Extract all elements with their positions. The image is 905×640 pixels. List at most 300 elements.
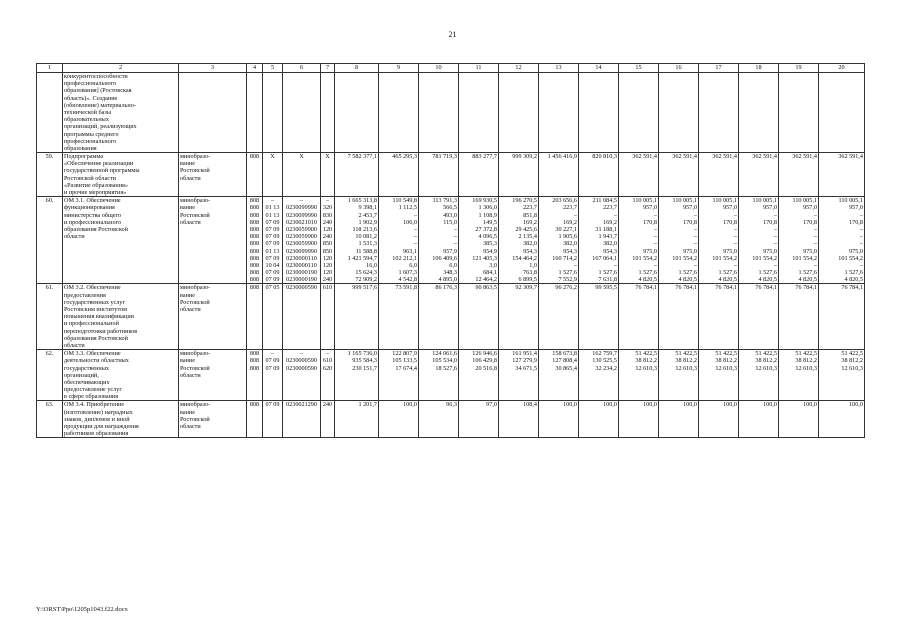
program-name-line: государственных услуг (64, 298, 126, 306)
footer-file-path: Y:\ORST\Ppo\1205p1043.f22.docx (36, 606, 128, 613)
value-cell (539, 197, 579, 284)
value-line: 963,1 (403, 247, 417, 255)
value-cell (619, 73, 659, 153)
value-line: 51 422,5 (841, 350, 863, 358)
value-line: 808 (249, 284, 260, 292)
value-line: 320 (322, 204, 333, 212)
program-name-line: область)». Создание (64, 94, 118, 102)
value-line: 348,3 (443, 269, 457, 277)
value-line: – (693, 233, 697, 241)
value-line: 1 665 313,8 (347, 197, 377, 205)
value-line: – (453, 233, 457, 241)
header-cell: 6 (283, 64, 321, 73)
value-cell (419, 73, 459, 153)
value-cell (321, 73, 335, 153)
value-cell (659, 73, 699, 153)
value-line: 957,0 (683, 204, 697, 212)
value-line: 1 531,3 (358, 240, 377, 248)
value-line: 01 13 (265, 247, 280, 255)
value-line: 100,0 (563, 401, 577, 409)
value-line: 90 863,5 (475, 284, 497, 292)
value-cell (699, 284, 739, 350)
value-cell (247, 153, 263, 197)
program-name-line: переподготовки работников (64, 327, 138, 335)
value-line: – (733, 261, 737, 269)
value-line: 38 812,2 (795, 357, 817, 365)
value-line: 999 517,6 (352, 284, 377, 292)
value-cell (459, 350, 499, 401)
value-line: 957,0 (643, 204, 657, 212)
value-line: 0230000110 (286, 254, 317, 262)
executor-line: области (180, 371, 201, 379)
value-line: 382,0 (563, 240, 577, 248)
value-line: 999 309,2 (512, 153, 537, 161)
value-line: – (573, 261, 577, 269)
value-line: 76 784,1 (755, 284, 777, 292)
header-cell: 16 (659, 64, 699, 73)
value-line: 120 (322, 269, 333, 277)
value-cell (779, 73, 819, 153)
program-name-line: обеспечивающих (64, 378, 110, 386)
value-line: 954,3 (523, 247, 537, 255)
value-line: 223,7 (603, 204, 617, 212)
value-line: 6,0 (409, 261, 417, 269)
value-cell (699, 73, 739, 153)
value-line: 07 09 (265, 364, 280, 372)
executor-name (179, 153, 247, 197)
value-line: 493,0 (443, 211, 457, 219)
value-line: 10 04 (265, 261, 280, 269)
value-line: 86 176,3 (435, 284, 457, 292)
value-line: – (653, 261, 657, 269)
value-line: 883 277,7 (472, 153, 497, 161)
value-line: 130 525,5 (592, 357, 617, 365)
value-line: – (693, 225, 697, 233)
value-cell (739, 401, 779, 438)
program-name-line: ОМ 3.1. Обеспечение (64, 197, 121, 205)
program-name-line: образования (64, 144, 97, 152)
value-cell (335, 153, 379, 197)
program-name (63, 73, 179, 153)
value-cell (321, 197, 335, 284)
value-cell (579, 73, 619, 153)
value-line: 108,4 (523, 401, 537, 409)
value-line: 31 188,1 (595, 225, 617, 233)
value-line: 808 (249, 204, 260, 212)
executor-line: минобразо- (180, 197, 211, 205)
value-line: 684,1 (483, 269, 497, 277)
value-line: 110 005,1 (752, 197, 777, 205)
value-line: – (859, 225, 863, 233)
value-line: – (653, 240, 657, 248)
program-name (63, 350, 179, 401)
value-line: 12 610,3 (755, 364, 777, 372)
value-line: 51 422,5 (755, 350, 777, 358)
program-name-line: (обновление) материально- (64, 101, 136, 109)
value-line: 362 591,4 (712, 153, 737, 161)
value-line: 4 895,0 (438, 276, 457, 284)
value-line: 07 05 (265, 284, 280, 292)
value-line: 38 812,2 (755, 357, 777, 365)
value-line: 1 112,5 (398, 204, 417, 212)
program-name (63, 401, 179, 438)
value-line: 12 464,2 (475, 276, 497, 284)
value-line: – (653, 233, 657, 241)
value-line: – (413, 211, 417, 219)
value-line: – (773, 225, 777, 233)
value-line: 30 227,1 (555, 225, 577, 233)
program-name-line: знаков, дипломов и иной (64, 415, 130, 423)
value-line: Х (270, 153, 275, 161)
value-line: 1 902,9 (358, 218, 377, 226)
value-line: 808 (249, 218, 260, 226)
value-cell (739, 153, 779, 197)
value-line: 51 422,5 (715, 350, 737, 358)
executor-line: минобразо- (180, 350, 211, 358)
value-line: 1,0 (529, 261, 537, 269)
value-line: 4 542,8 (398, 276, 417, 284)
value-line: – (859, 261, 863, 269)
value-line: 610 (322, 357, 333, 365)
value-line: 223,7 (563, 204, 577, 212)
value-line: 4 820,5 (798, 276, 817, 284)
value-line: 1 306,0 (478, 204, 497, 212)
value-line: 105 534,0 (432, 357, 457, 365)
value-line: 73 591,8 (395, 284, 417, 292)
value-line: 0230000590 (286, 284, 317, 292)
value-line: 1 527,6 (718, 269, 737, 277)
header-cell: 19 (779, 64, 819, 73)
value-cell (321, 284, 335, 350)
program-name-line: «Обеспечение реализации (64, 160, 134, 168)
executor-line: вание (180, 291, 195, 299)
value-line: 935 584,3 (352, 357, 377, 365)
value-cell (379, 350, 419, 401)
value-cell (499, 350, 539, 401)
value-line: 1 607,3 (398, 269, 417, 277)
value-line: – (813, 211, 817, 219)
value-line: 0230059900 (286, 233, 317, 241)
value-line: 808 (249, 240, 260, 248)
value-cell (335, 350, 379, 401)
value-cell (263, 73, 283, 153)
row-number (37, 73, 63, 153)
header-cell: 5 (263, 64, 283, 73)
value-line: 1 527,6 (758, 269, 777, 277)
value-cell (379, 197, 419, 284)
value-line: 362 591,4 (838, 153, 863, 161)
program-name-line: образования] (Ростовская (64, 87, 132, 95)
value-line: – (733, 240, 737, 248)
header-cell: 3 (179, 64, 247, 73)
header-cell: 18 (739, 64, 779, 73)
value-line: 07 09 (265, 240, 280, 248)
program-name (63, 153, 179, 197)
program-name-line: конкурентоспособности (64, 73, 128, 80)
value-line: – (859, 211, 863, 219)
value-cell (819, 73, 865, 153)
value-line: 07 09 (265, 401, 280, 409)
program-name-line: области (64, 233, 85, 241)
value-line: – (813, 261, 817, 269)
value-line: 362 591,4 (792, 153, 817, 161)
executor-line: минобразо- (180, 153, 211, 161)
value-line: 808 (249, 153, 260, 161)
value-cell (819, 284, 865, 350)
value-line: 07 09 (265, 218, 280, 226)
value-line: 362 591,4 (672, 153, 697, 161)
executor-line: Ростовской (180, 415, 210, 423)
program-name-line: работников образования (64, 430, 129, 438)
row-number: 62. (37, 350, 63, 401)
value-cell (335, 401, 379, 438)
value-line: – (325, 197, 330, 205)
executor-name (179, 401, 247, 438)
value-line: – (653, 211, 657, 219)
value-line: 362 591,4 (752, 153, 777, 161)
value-line: 820 810,3 (592, 153, 617, 161)
value-line: 808 (249, 197, 260, 205)
program-name-line: и профессионального (64, 218, 122, 226)
value-cell (379, 153, 419, 197)
program-name-line: и профессиональной (64, 320, 119, 328)
program-name-line: образовательных (64, 116, 109, 124)
value-line: 4 096,5 (478, 233, 497, 241)
value-line: 169,2 (563, 218, 577, 226)
value-cell (379, 73, 419, 153)
value-cell (819, 350, 865, 401)
value-line: 01 13 (265, 211, 280, 219)
value-line: 975,0 (763, 247, 777, 255)
value-line: 16,0 (366, 261, 377, 269)
value-line: 6 899,5 (518, 276, 537, 284)
value-cell (779, 284, 819, 350)
value-cell (379, 401, 419, 438)
value-cell (699, 350, 739, 401)
value-line: 76 784,1 (675, 284, 697, 292)
value-cell (247, 350, 263, 401)
value-line: 240 (322, 276, 333, 284)
value-cell (699, 197, 739, 284)
value-line: 101 554,2 (672, 254, 697, 262)
value-line: 1 527,6 (678, 269, 697, 277)
value-line: 76 784,1 (715, 284, 737, 292)
value-line: 1 527,6 (598, 269, 617, 277)
row-number: 63. (37, 401, 63, 438)
header-cell: 1 (37, 64, 63, 73)
value-cell (263, 350, 283, 401)
value-line: 115,0 (443, 218, 457, 226)
value-cell (579, 401, 619, 438)
value-line: 76 784,1 (635, 284, 657, 292)
executor-line: минобразо- (180, 401, 211, 409)
value-line: – (270, 197, 275, 205)
program-name-line: технической базы (64, 108, 111, 116)
value-line: 850 (322, 240, 333, 248)
value-cell (619, 197, 659, 284)
value-line: 170,8 (643, 218, 657, 226)
value-line: 808 (249, 225, 260, 233)
value-line: 240 (322, 233, 333, 241)
value-cell (619, 350, 659, 401)
header-cell: 15 (619, 64, 659, 73)
value-line: 127 279,9 (512, 357, 537, 365)
program-name-line: области (64, 341, 85, 349)
value-line: 96,3 (446, 401, 457, 409)
value-line: 465 295,3 (392, 153, 417, 161)
value-line: 162 759,7 (592, 350, 617, 358)
value-line: – (573, 211, 577, 219)
program-name-line: организаций, (64, 371, 99, 379)
value-line: 100,0 (643, 401, 657, 409)
program-name-line: Ростовской области (64, 174, 116, 182)
value-cell (283, 153, 321, 197)
value-line: 110 005,1 (632, 197, 657, 205)
value-line: – (299, 197, 304, 205)
value-line: 0230000110 (286, 261, 317, 269)
value-cell (739, 350, 779, 401)
value-line: 7 552,9 (558, 276, 577, 284)
value-line: – (773, 240, 777, 248)
value-cell (699, 401, 739, 438)
value-line: – (325, 350, 330, 358)
value-line: 38 812,2 (675, 357, 697, 365)
value-line: 382,0 (523, 240, 537, 248)
value-line: 975,0 (849, 247, 863, 255)
value-line: 975,0 (683, 247, 697, 255)
value-line: 30 865,4 (555, 364, 577, 372)
value-line: 51 422,5 (795, 350, 817, 358)
value-line: 07 09 (265, 357, 280, 365)
header-cell: 20 (819, 64, 865, 73)
value-line: 1 943,7 (598, 233, 617, 241)
value-cell (335, 197, 379, 284)
value-line: 808 (249, 233, 260, 241)
value-line: 110 005,1 (712, 197, 737, 205)
header-cell: 11 (459, 64, 499, 73)
executor-line: вание (180, 357, 195, 365)
value-cell (499, 153, 539, 197)
value-line: 92 309,7 (515, 284, 537, 292)
table-row (37, 73, 865, 153)
value-cell (263, 284, 283, 350)
value-line: 169,2 (523, 218, 537, 226)
program-name-line: Подпрограмма (64, 153, 103, 161)
value-cell (263, 197, 283, 284)
value-line: 100,0 (803, 401, 817, 409)
header-cell: 4 (247, 64, 263, 73)
program-name-line: функционирования (64, 204, 115, 212)
value-cell (459, 284, 499, 350)
value-cell (579, 197, 619, 284)
value-cell (379, 284, 419, 350)
value-line: 07 09 (265, 233, 280, 241)
value-line: – (653, 225, 657, 233)
value-line: 38 812,2 (715, 357, 737, 365)
value-line: 121 405,3 (472, 254, 497, 262)
header-cell: 17 (699, 64, 739, 73)
value-line: 763,8 (523, 269, 537, 277)
value-line: 01 13 (265, 204, 280, 212)
value-line: 1 201,7 (358, 401, 377, 409)
value-line: 808 (249, 357, 260, 365)
program-name-line: ОМ 3.2. Обеспечение (64, 284, 121, 292)
value-line: 566,5 (443, 204, 457, 212)
value-line: – (859, 240, 863, 248)
header-row (37, 64, 865, 73)
value-line: 12 610,3 (795, 364, 817, 372)
value-cell (499, 284, 539, 350)
value-line: 07 09 (265, 225, 280, 233)
value-cell (539, 401, 579, 438)
value-cell (619, 284, 659, 350)
value-cell (779, 401, 819, 438)
value-cell (539, 284, 579, 350)
value-line: 2 453,7 (358, 211, 377, 219)
value-line: – (299, 350, 304, 358)
value-line: – (773, 211, 777, 219)
value-cell (419, 153, 459, 197)
value-cell (283, 401, 321, 438)
executor-line: минобразо- (180, 284, 211, 292)
value-line: 1 527,6 (798, 269, 817, 277)
program-name (63, 197, 179, 284)
value-line: 110 005,1 (792, 197, 817, 205)
program-name-line: деятельности областных (64, 357, 129, 365)
program-name-line: предоставления (64, 291, 106, 299)
value-line: – (813, 240, 817, 248)
value-line: 170,8 (683, 218, 697, 226)
value-line: 118 213,6 (352, 225, 377, 233)
value-line: 6,0 (449, 261, 457, 269)
value-cell (659, 197, 699, 284)
value-line: 10 081,2 (355, 233, 377, 241)
value-line: 160 714,2 (552, 254, 577, 262)
value-line: 106 429,8 (472, 357, 497, 365)
value-line: 1 421 594,7 (347, 254, 377, 262)
program-name-line: министерства общего (64, 211, 121, 219)
value-line: 15 624,3 (355, 269, 377, 277)
value-line: – (413, 233, 417, 241)
value-line: 0230099990 (286, 204, 317, 212)
value-line: 808 (249, 247, 260, 255)
value-line: 100,0 (849, 401, 863, 409)
value-cell (499, 401, 539, 438)
value-line: 954,9 (483, 247, 497, 255)
value-line: 2 135,4 (518, 233, 537, 241)
value-line: 385,3 (483, 240, 497, 248)
value-cell (619, 401, 659, 438)
value-cell (459, 153, 499, 197)
value-line: 38 812,2 (635, 357, 657, 365)
value-cell (247, 284, 263, 350)
value-line: 0230021290 (286, 401, 317, 409)
value-line: – (453, 240, 457, 248)
value-line: 120 (322, 254, 333, 262)
value-line: – (693, 261, 697, 269)
program-name-line: (изготовление) наградных (64, 408, 133, 416)
executor-line: области (180, 218, 201, 226)
value-line: 20 516,8 (475, 364, 497, 372)
budget-table (36, 63, 865, 438)
value-line: 1 905,6 (558, 233, 577, 241)
value-cell (819, 401, 865, 438)
value-cell (247, 197, 263, 284)
value-line: 620 (322, 364, 333, 372)
value-line: 808 (249, 276, 260, 284)
value-line: 0230059900 (286, 225, 317, 233)
value-line: 851,8 (523, 211, 537, 219)
